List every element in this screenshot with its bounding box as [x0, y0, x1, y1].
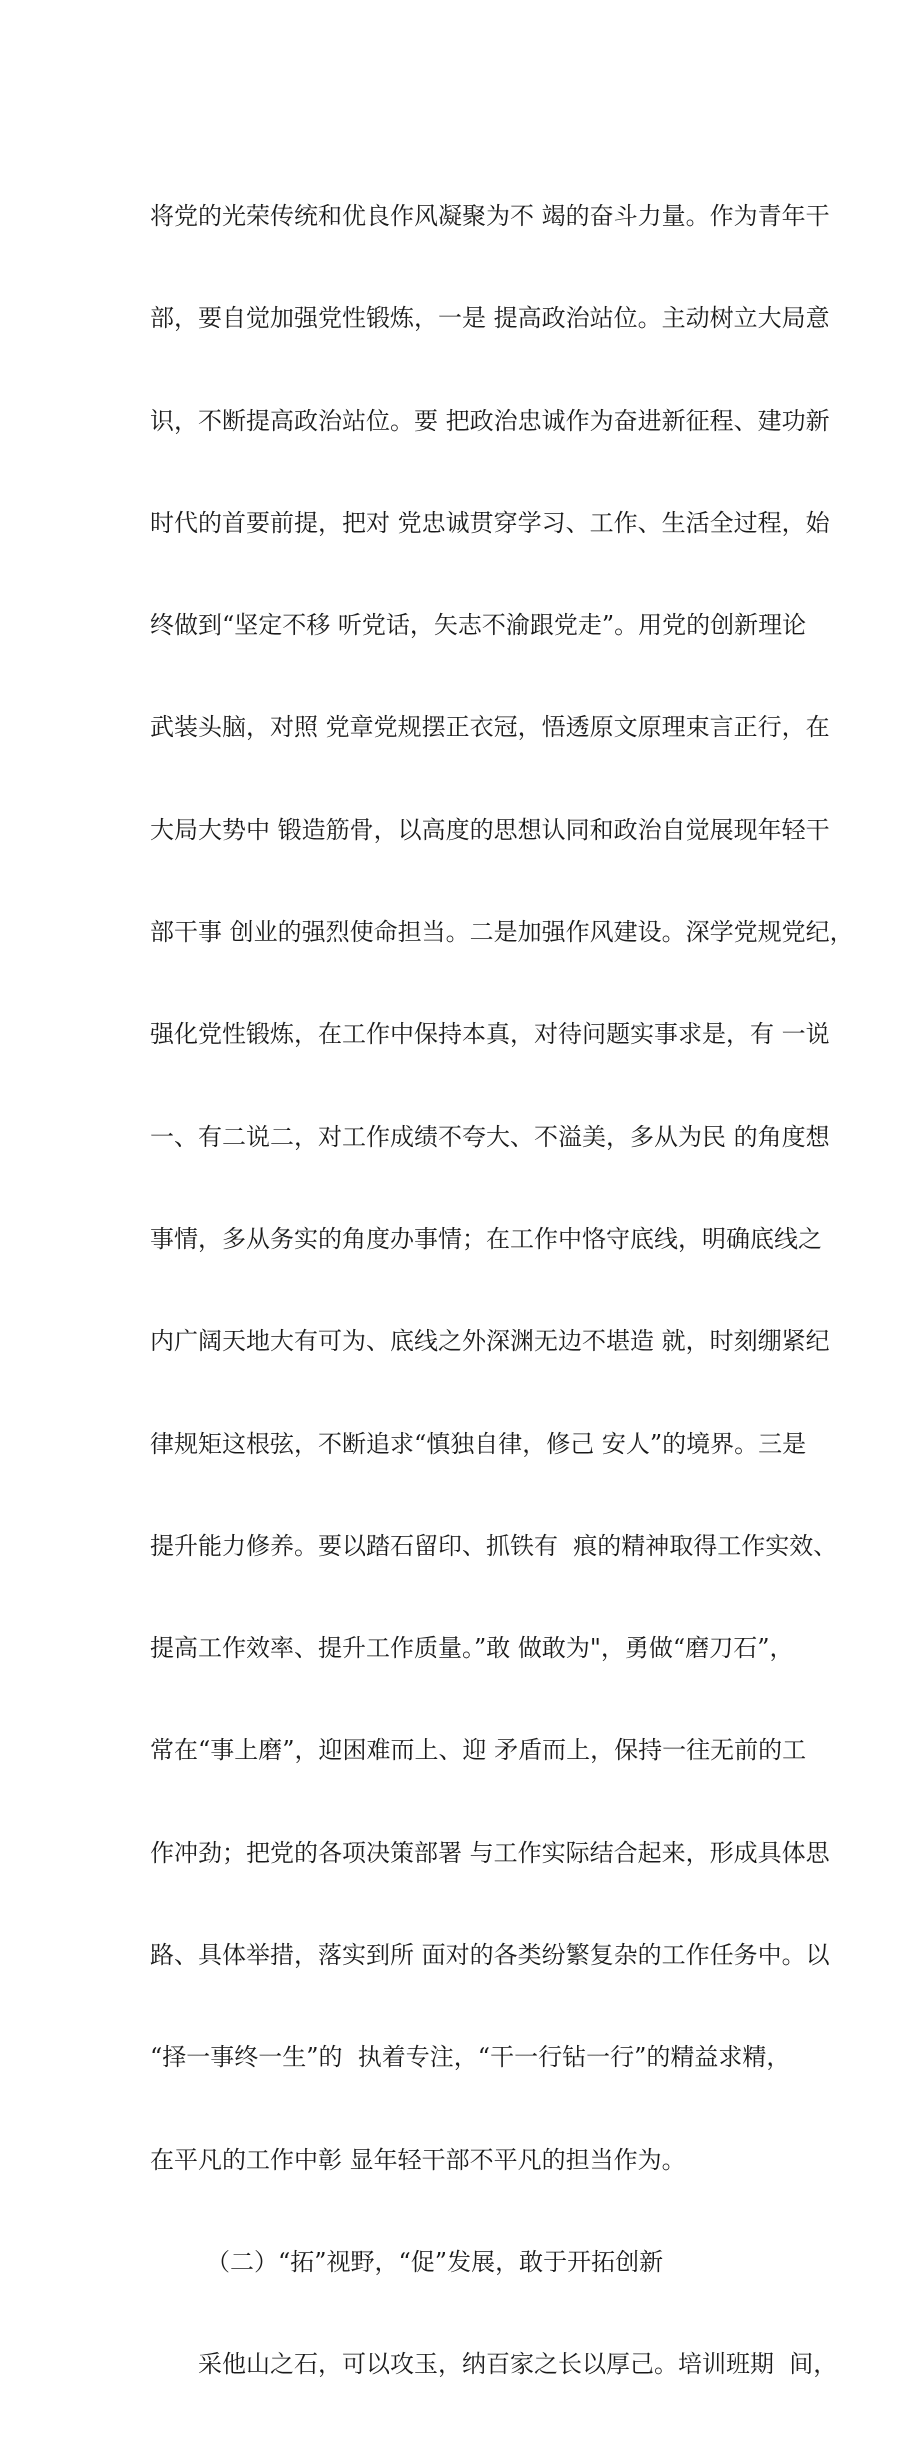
document-body — [150, 137, 854, 2444]
text-line: 提升能力修养。要以踏石留印、抓铁有 痕的精神取得工作实效、 — [150, 1531, 838, 1560]
text-line: 将党的光荣传统和优良作风凝聚为不 竭的奋斗力量。作为青年干 — [150, 202, 830, 230]
text-line: 终做到“坚定不移 听党话，矢志不渝跟党走”。用党的创新理论 — [150, 611, 807, 640]
paragraph-start-line: 采他山之石，可以攻玉，纳百家之长以厚己。培训班期 间， — [198, 2350, 838, 2379]
text-line: 武装头脑，对照 党章党规摆正衣冠，悟透原文原理束言正行，在 — [150, 713, 830, 742]
text-line: 大局大势中 锻造筋骨，以高度的思想认同和政治自觉展现年轻干 — [150, 815, 830, 844]
text-line: 律规矩这根弦，不断追求“慎独自律，修己 安人”的境界。三是 — [150, 1429, 807, 1458]
text-line: 一、有二说二，对工作成绩不夸大、不溢美，多从为民 的角度想 — [150, 1122, 830, 1151]
text-line: 事情，多从务实的角度办事情；在工作中恪守底线，明确底线之 — [150, 1224, 822, 1253]
text-line: 常在“事上磨”，迎困难而上、迎 矛盾而上，保持一往无前的工 — [150, 1736, 807, 1765]
text-line: 在平凡的工作中彰 显年轻干部不平凡的担当作为。 — [150, 2145, 686, 2174]
text-line: “择一事终一生”的 执着专注，“干一行钻一行”的精益求精， — [150, 2043, 791, 2072]
text-line: 内广阔天地大有可为、底线之外深渊无边不堪造 就，时刻绷紧纪 — [150, 1327, 830, 1356]
text-line: 部干事 创业的强烈使命担当。二是加强作风建设。深学党规党纪， — [150, 918, 854, 947]
text-line: 路、具体举措，落实到所 面对的各类纷繁复杂的工作任务中。以 — [150, 1941, 830, 1970]
text-line: 识，不断提高政治站位。要 把政治忠诚作为奋进新征程、建功新 — [150, 406, 830, 435]
text-line: 强化党性锻炼，在工作中保持本真，对待问题实事求是，有 一说 — [150, 1020, 830, 1049]
text-line: 作冲劲；把党的各项决策部署 与工作实际结合起来，形成具体思 — [150, 1838, 830, 1867]
text-line: 时代的首要前提，把对 党忠诚贯穿学习、工作、生活全过程，始 — [150, 508, 830, 537]
text-line: 提高工作效率、提升工作质量。”敢 做敢为"，勇做“磨刀石”， — [150, 1634, 794, 1663]
section-heading: （二）“拓”视野，“促”发展，敢于开拓创新 — [206, 2247, 664, 2276]
text-line: 部，要自觉加强党性锻炼，一是 提高政治站位。主动树立大局意 — [150, 304, 830, 333]
